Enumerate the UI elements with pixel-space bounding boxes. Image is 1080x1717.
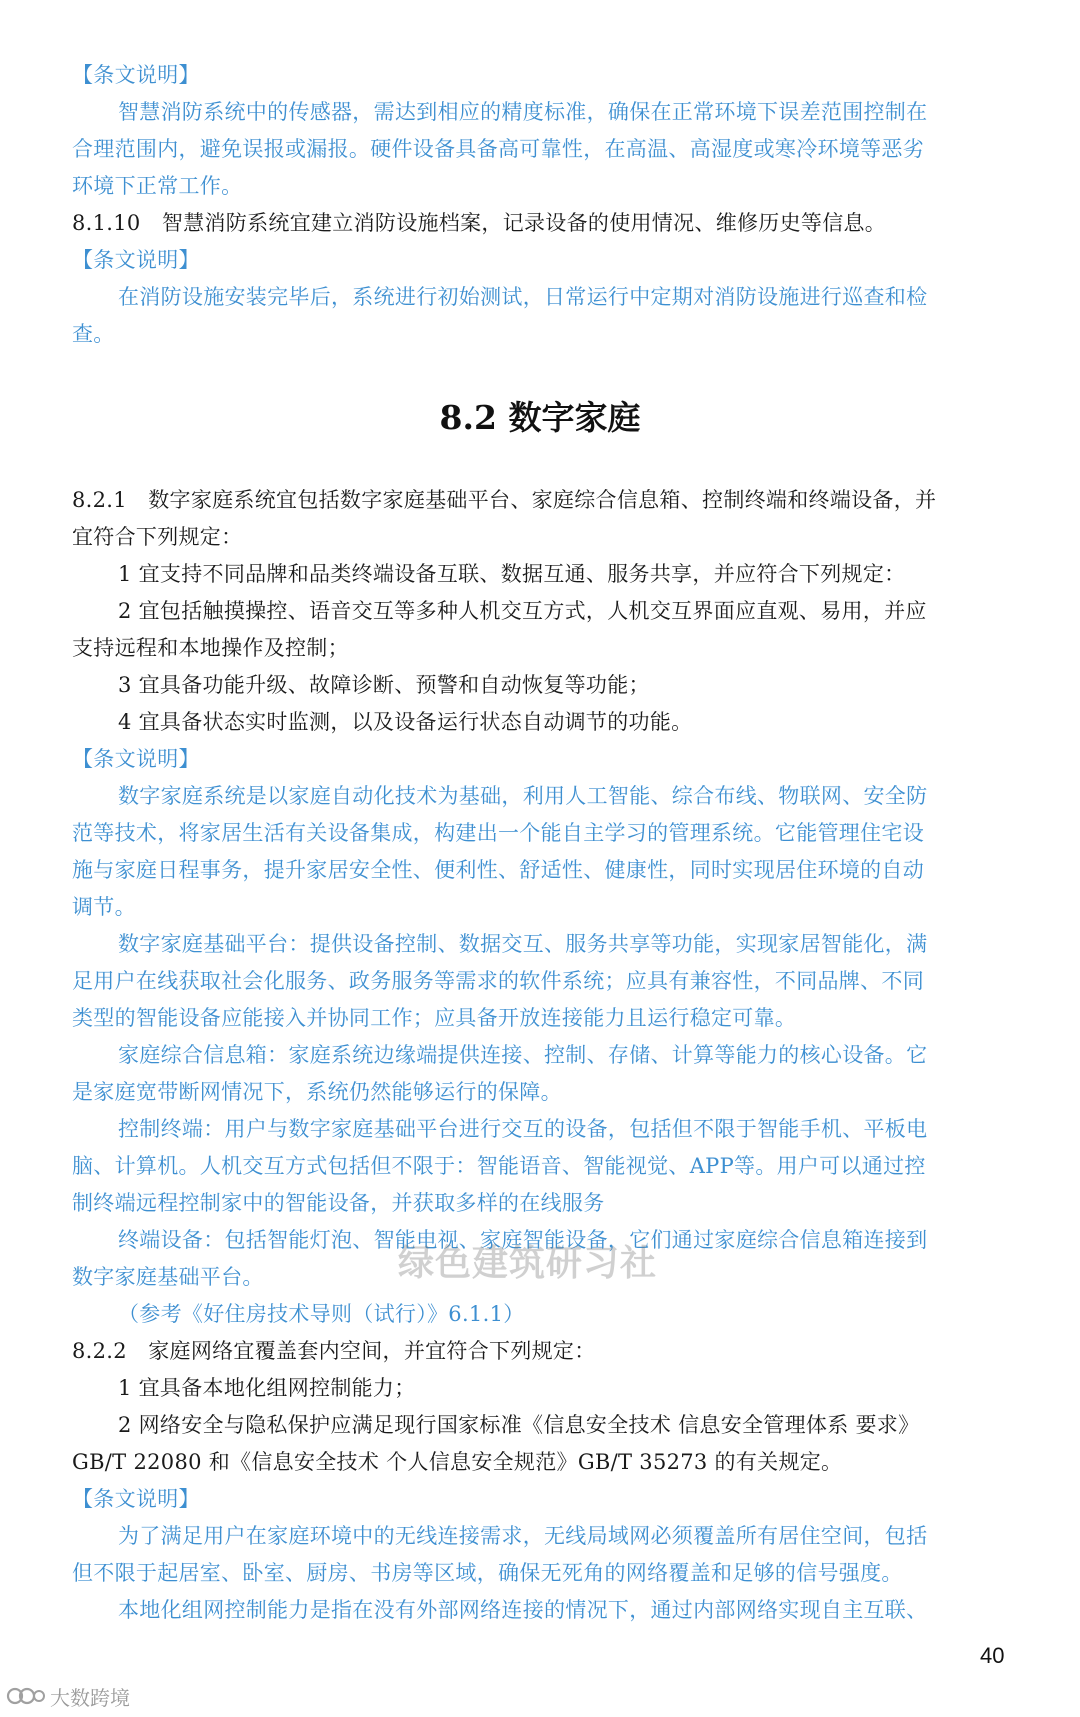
clause-line: 宜符合下列规定： (72, 525, 243, 549)
commentary-line: 【条文说明】 (72, 1487, 200, 1511)
brand-logo-icon (6, 1685, 46, 1707)
clause-line: 2 宜包括触摸操控、语音交互等多种人机交互方式，人机交互界面应直观、易用，并应 (118, 599, 927, 623)
page-number: 40 (980, 1643, 1005, 1668)
commentary-line: 本地化组网控制能力是指在没有外部网络连接的情况下，通过内部网络实现自主互联、 (118, 1598, 928, 1622)
commentary-line: 施与家庭日程事务，提升家居安全性、便利性、舒适性、健康性，同时实现居住环境的自动 (72, 858, 924, 882)
watermark: 绿色建筑研习社 (398, 1243, 658, 1284)
commentary-line: 合理范围内，避免误报或漏报。硬件设备具备高可靠性，在高温、高湿度或寒冷环境等恶劣 (72, 137, 924, 161)
commentary-line: 查。 (72, 322, 115, 346)
commentary-line: 制终端远程控制家中的智能设备，并获取多样的在线服务 (72, 1191, 605, 1215)
commentary-line: 但不限于起居室、卧室、厨房、书房等区域，确保无死角的网络覆盖和足够的信号强度。 (72, 1561, 903, 1585)
clause-line: 3 宜具备功能升级、故障诊断、预警和自动恢复等功能； (118, 673, 650, 697)
commentary-line: 调节。 (72, 895, 136, 919)
clause-line: 8.1.10 智慧消防系统宜建立消防设施档案，记录设备的使用情况、维修历史等信息。 (72, 211, 887, 235)
commentary-line: 【条文说明】 (72, 63, 200, 87)
clause-line: 2 网络安全与隐私保护应满足现行国家标准《信息安全技术 信息安全管理体系 要求》 (118, 1413, 920, 1437)
commentary-line: 环境下正常工作。 (72, 174, 243, 198)
commentary-line: 范等技术，将家居生活有关设备集成，构建出一个能自主学习的管理系统。它能管理住宅设 (72, 821, 924, 845)
clause-line: 8.2.2 家庭网络宜覆盖套内空间，并宜符合下列规定： (72, 1339, 596, 1363)
clause-line: 支持远程和本地操作及控制； (72, 636, 349, 660)
commentary-line: 数字家庭基础平台。 (72, 1265, 264, 1289)
clause-line: GB/T 22080 和《信息安全技术 个人信息安全规范》GB/T 35273 的有关规定。 (72, 1450, 843, 1474)
commentary-line: 足用户在线获取社会化服务、政务服务等需求的软件系统；应具有兼容性，不同品牌、不同 (72, 969, 924, 993)
commentary-line: 家庭综合信息箱：家庭系统边缘端提供连接、控制、存储、计算等能力的核心设备。它 (118, 1043, 928, 1067)
commentary-line: 【条文说明】 (72, 747, 200, 771)
clause-line: 4 宜具备状态实时监测，以及设备运行状态自动调节的功能。 (118, 710, 693, 734)
footer-brand (6, 1682, 130, 1710)
commentary-line: 脑、计算机。人机交互方式包括但不限于：智能语音、智能视觉、APP等。用户可以通过控 (72, 1154, 926, 1178)
commentary-line: 【条文说明】 (72, 248, 200, 272)
commentary-line: 类型的智能设备应能接入并协同工作；应具备开放连接能力且运行稳定可靠。 (72, 1006, 797, 1030)
commentary-line: 数字家庭基础平台：提供设备控制、数据交互、服务共享等功能，实现家居智能化，满 (118, 932, 928, 956)
commentary-line: 在消防设施安装完毕后，系统进行初始测试，日常运行中定期对消防设施进行巡查和检 (118, 285, 928, 309)
clause-line: 1 宜支持不同品牌和品类终端设备互联、数据互通、服务共享，并应符合下列规定： (118, 562, 906, 586)
commentary-line: （参考《好住房技术导则（试行）》6.1.1） (118, 1302, 525, 1326)
section-heading: 8.2 数字家庭 (439, 398, 641, 437)
commentary-line: 控制终端：用户与数字家庭基础平台进行交互的设备，包括但不限于智能手机、平板电 (118, 1117, 928, 1141)
commentary-line: 智慧消防系统中的传感器，需达到相应的精度标准，确保在正常环境下误差范围控制在 (118, 100, 928, 124)
clause-line: 1 宜具备本地化组网控制能力； (118, 1376, 416, 1400)
commentary-line: 终端设备：包括智能灯泡、智能电视、家庭智能设备，它们通过家庭综合信息箱连接到 (118, 1228, 928, 1252)
footer-brand-label: 大数跨境 (50, 1685, 130, 1710)
commentary-line: 是家庭宽带断网情况下，系统仍然能够运行的保障。 (72, 1080, 562, 1104)
commentary-line: 为了满足用户在家庭环境中的无线连接需求，无线局域网必须覆盖所有居住空间，包括 (118, 1524, 928, 1548)
clause-line: 8.2.1 数字家庭系统宜包括数字家庭基础平台、家庭综合信息箱、控制终端和终端设备，并 (72, 488, 937, 512)
commentary-line: 数字家庭系统是以家庭自动化技术为基础，利用人工智能、综合布线、物联网、安全防 (118, 784, 928, 808)
